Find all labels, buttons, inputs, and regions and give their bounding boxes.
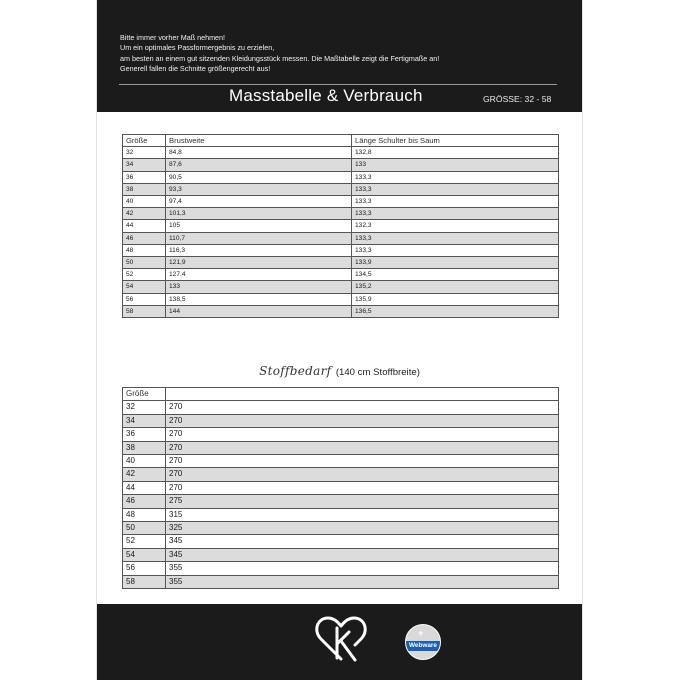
table-row: [123, 481, 559, 494]
table-row: [123, 428, 559, 441]
table-cell: 105: [166, 220, 352, 232]
table-row: [123, 548, 559, 561]
table-cell: 58: [123, 575, 166, 588]
table-row: [123, 293, 559, 305]
table-cell: 270: [166, 401, 559, 414]
table-cell: 133: [166, 281, 352, 293]
table-cell: 46: [123, 495, 166, 508]
table-row: [123, 183, 559, 195]
table-header-row: [123, 135, 559, 147]
table-cell: 270: [166, 441, 559, 454]
table-cell: 133,3: [352, 171, 559, 183]
measurement-table-body: [123, 147, 559, 318]
table-cell: 275: [166, 495, 559, 508]
table-cell: 48: [123, 244, 166, 256]
table-row: [123, 562, 559, 575]
table-cell: 270: [166, 428, 559, 441]
measurement-table: [122, 134, 559, 318]
table-cell: 355: [166, 562, 559, 575]
note-line: Generell fallen die Schnitte größengerecht aus!: [120, 64, 271, 74]
column-header: Größe: [123, 388, 166, 401]
badge-label: Webware: [406, 641, 440, 651]
table-row: [123, 468, 559, 481]
note-line: am besten an einem gut sitzenden Kleidungsstück messen. Die Maßtabelle zeigt die Fertigmaße an!: [120, 53, 440, 63]
table-cell: 121,9: [166, 257, 352, 269]
size-range: GRÖSSE: 32 - 58: [483, 94, 552, 104]
note-line: Um ein optimales Passformergebnis zu erzielen,: [120, 43, 275, 53]
fabric-heading: [97, 362, 582, 380]
table-cell: 144: [166, 305, 352, 317]
document-page: [96, 0, 583, 680]
table-cell: 345: [166, 535, 559, 548]
table-cell: 270: [166, 414, 559, 427]
table-cell: 42: [123, 208, 166, 220]
table-cell: 32: [123, 401, 166, 414]
table-cell: 325: [166, 522, 559, 535]
table-row: [123, 208, 559, 220]
table-cell: 52: [123, 535, 166, 548]
table-row: [123, 575, 559, 588]
table-row: [123, 196, 559, 208]
table-cell: 48: [123, 508, 166, 521]
table-cell: 58: [123, 305, 166, 317]
table-cell: 136,5: [352, 305, 559, 317]
fabric-heading-title: Stoffbedarf: [259, 364, 332, 378]
table-cell: 38: [123, 441, 166, 454]
table-cell: 46: [123, 232, 166, 244]
table-row: [123, 522, 559, 535]
table-cell: 127,4: [166, 269, 352, 281]
table-cell: 133,3: [352, 183, 559, 195]
table-cell: 56: [123, 293, 166, 305]
table-row: [123, 441, 559, 454]
table-cell: 52: [123, 269, 166, 281]
table-header-row: [123, 388, 559, 401]
table-row: [123, 455, 559, 468]
table-row: [123, 220, 559, 232]
table-cell: 40: [123, 196, 166, 208]
header-band: [97, 0, 582, 112]
table-cell: 44: [123, 220, 166, 232]
table-cell: 97,4: [166, 196, 352, 208]
table-cell: 134,5: [352, 269, 559, 281]
table-cell: 133,3: [352, 208, 559, 220]
table-cell: 135,2: [352, 281, 559, 293]
heart-k-logo-icon: [315, 614, 367, 662]
table-cell: 36: [123, 428, 166, 441]
fabric-table-body: [123, 401, 559, 589]
table-row: [123, 269, 559, 281]
table-cell: 270: [166, 481, 559, 494]
table-cell: 110,7: [166, 232, 352, 244]
table-cell: 50: [123, 257, 166, 269]
table-row: [123, 232, 559, 244]
fabric-table: [122, 387, 559, 589]
table-cell: 54: [123, 548, 166, 561]
table-cell: 40: [123, 455, 166, 468]
header-divider: [119, 84, 557, 85]
table-cell: 116,3: [166, 244, 352, 256]
table-cell: 36: [123, 171, 166, 183]
table-cell: 44: [123, 481, 166, 494]
table-cell: 132,8: [352, 147, 559, 159]
page-title: Masstabelle & Verbrauch: [229, 86, 423, 105]
column-header: Größe: [123, 135, 166, 147]
table-cell: 138,5: [166, 293, 352, 305]
table-cell: 315: [166, 508, 559, 521]
table-row: [123, 171, 559, 183]
table-row: [123, 159, 559, 171]
table-cell: 270: [166, 455, 559, 468]
column-header: Brustweite: [166, 135, 352, 147]
fabric-heading-subtitle: (140 cm Stoffbreite): [335, 367, 420, 378]
table-cell: 34: [123, 414, 166, 427]
table-row: [123, 244, 559, 256]
table-row: [123, 414, 559, 427]
table-cell: 38: [123, 183, 166, 195]
table-cell: 133,9: [352, 257, 559, 269]
table-cell: 87,6: [166, 159, 352, 171]
table-row: [123, 147, 559, 159]
table-cell: 133,3: [352, 196, 559, 208]
table-row: [123, 495, 559, 508]
column-header: [166, 388, 559, 401]
table-cell: 84,8: [166, 147, 352, 159]
table-cell: 101,3: [166, 208, 352, 220]
table-cell: 56: [123, 562, 166, 575]
table-cell: 34: [123, 159, 166, 171]
table-row: [123, 281, 559, 293]
footer-band: [97, 604, 582, 680]
webware-badge: [405, 624, 441, 660]
table-cell: 345: [166, 548, 559, 561]
table-cell: 133,3: [352, 232, 559, 244]
table-cell: 133,3: [352, 244, 559, 256]
table-cell: 90,5: [166, 171, 352, 183]
table-row: [123, 508, 559, 521]
table-cell: 32: [123, 147, 166, 159]
table-cell: 50: [123, 522, 166, 535]
table-cell: 133: [352, 159, 559, 171]
table-row: [123, 535, 559, 548]
table-row: [123, 401, 559, 414]
table-cell: 355: [166, 575, 559, 588]
table-row: [123, 305, 559, 317]
sizing-notes: [120, 33, 439, 75]
table-cell: 54: [123, 281, 166, 293]
table-row: [123, 257, 559, 269]
table-cell: 42: [123, 468, 166, 481]
table-cell: 132,3: [352, 220, 559, 232]
note-line: Bitte immer vorher Maß nehmen!: [120, 33, 226, 42]
table-cell: 93,3: [166, 183, 352, 195]
plus-icon: +: [418, 628, 424, 638]
table-cell: 135,9: [352, 293, 559, 305]
column-header: Länge Schulter bis Saum: [352, 135, 559, 147]
table-cell: 270: [166, 468, 559, 481]
